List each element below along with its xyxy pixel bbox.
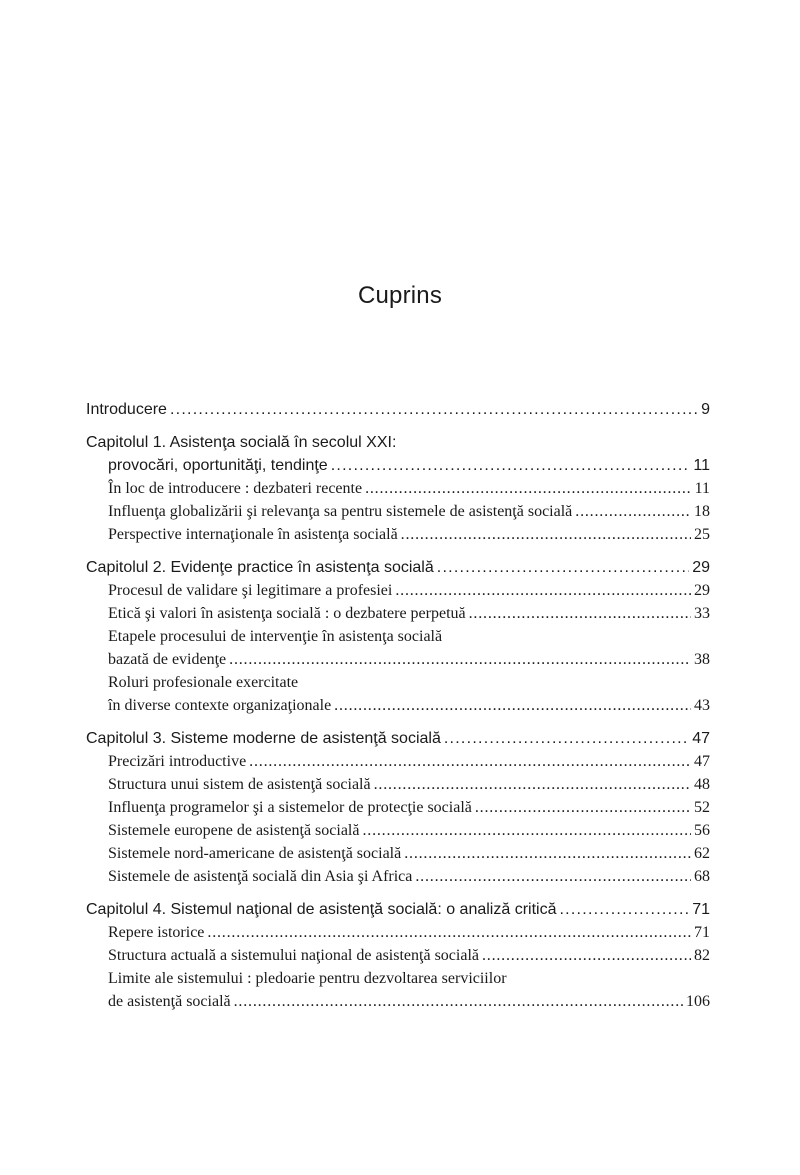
toc-entry-introducere[interactable] xyxy=(86,398,710,421)
leader-dots xyxy=(401,523,691,546)
leader-dots xyxy=(374,773,691,796)
toc-subentry[interactable] xyxy=(86,944,710,967)
toc-entry-title: Perspective internaţionale în asistenţa socială xyxy=(108,526,398,543)
toc-subentry[interactable] xyxy=(86,523,710,546)
toc-subentry[interactable] xyxy=(86,579,710,602)
leader-dots xyxy=(444,727,689,750)
toc-entry-title: Etică şi valori în asistenţa socială : o dezbatere perpetuă xyxy=(108,605,466,622)
toc-subentry[interactable] xyxy=(86,990,710,1013)
toc-entry-title: Procesul de validare şi legitimare a profesiei xyxy=(108,582,393,599)
leader-dots xyxy=(207,921,691,944)
toc-chapter-3[interactable] xyxy=(86,727,710,750)
toc-chapter-2[interactable] xyxy=(86,556,710,579)
toc-subentry[interactable] xyxy=(86,500,710,523)
toc-page-number: 38 xyxy=(694,651,710,668)
toc-entry-title: Structura actuală a sistemului naţional de asistenţă socială xyxy=(108,947,479,964)
leader-dots xyxy=(395,579,691,602)
toc-subentry[interactable] xyxy=(86,602,710,625)
toc-page-number: 11 xyxy=(693,457,710,474)
toc-subentry-line1[interactable] xyxy=(86,671,710,694)
toc-page-number: 52 xyxy=(694,799,710,816)
toc-entry-title: Sistemele nord-americane de asistenţă socială xyxy=(108,845,402,862)
leader-dots xyxy=(559,898,689,921)
leader-dots xyxy=(331,454,691,477)
toc-subentry[interactable] xyxy=(86,773,710,796)
toc-subentry[interactable] xyxy=(86,477,710,500)
page-title: Cuprins xyxy=(357,282,443,309)
toc-entry-title: Capitolul 1. Asistenţa socială în secolul XXI: xyxy=(86,434,397,451)
toc-entry-title: Influenţa globalizării şi relevanţa sa pentru sistemele de asistenţă socială xyxy=(108,503,573,520)
toc-chapter-1[interactable] xyxy=(86,454,710,477)
leader-dots xyxy=(475,796,691,819)
toc-subentry[interactable] xyxy=(86,865,710,888)
toc-entry-title: Sistemele europene de asistenţă socială xyxy=(108,822,360,839)
toc-subentry[interactable] xyxy=(86,819,710,842)
toc-subentry[interactable] xyxy=(86,750,710,773)
leader-dots xyxy=(362,819,691,842)
leader-dots xyxy=(229,648,691,671)
toc-subentry[interactable] xyxy=(86,921,710,944)
toc-subentry[interactable] xyxy=(86,842,710,865)
toc-page-number: 9 xyxy=(701,401,710,418)
leader-dots xyxy=(365,477,692,500)
leader-dots xyxy=(234,990,683,1013)
leader-dots xyxy=(249,750,691,773)
toc-entry-title: Roluri profesionale exercitate xyxy=(108,674,299,691)
toc-chapter-1-heading[interactable] xyxy=(86,431,710,454)
leader-dots xyxy=(334,694,691,717)
toc-page-number: 43 xyxy=(694,697,710,714)
table-of-contents xyxy=(86,398,710,1013)
toc-page-number: 18 xyxy=(694,503,710,520)
toc-page-number: 62 xyxy=(694,845,710,862)
toc-entry-title: Etapele procesului de intervenţie în asistenţa socială xyxy=(108,628,443,645)
toc-entry-title: Structura unui sistem de asistenţă socială xyxy=(108,776,371,793)
toc-entry-title: Repere istorice xyxy=(108,924,205,941)
leader-dots xyxy=(415,865,691,888)
leader-dots xyxy=(469,602,691,625)
toc-subentry[interactable] xyxy=(86,796,710,819)
toc-entry-title: de asistenţă socială xyxy=(108,993,231,1010)
toc-entry-title: În loc de introducere : dezbateri recente xyxy=(108,480,363,497)
leader-dots xyxy=(482,944,691,967)
toc-entry-title: Introducere xyxy=(86,401,167,418)
toc-page-number: 56 xyxy=(694,822,710,839)
toc-page-number: 29 xyxy=(692,559,710,576)
leader-dots xyxy=(575,500,691,523)
leader-dots xyxy=(404,842,691,865)
toc-page-number: 71 xyxy=(694,924,710,941)
leader-dots xyxy=(437,556,689,579)
toc-entry-title: provocări, oportunităţi, tendinţe xyxy=(108,457,328,474)
toc-page-number: 29 xyxy=(694,582,710,599)
toc-entry-title: Capitolul 4. Sistemul naţional de asistenţă socială: o analiză critică xyxy=(86,901,557,918)
toc-entry-title: Sistemele de asistenţă socială din Asia şi Africa xyxy=(108,868,413,885)
toc-page-number: 48 xyxy=(694,776,710,793)
toc-page-number: 47 xyxy=(694,753,710,770)
toc-entry-title: în diverse contexte organizaţionale xyxy=(108,697,332,714)
toc-page-number: 47 xyxy=(692,730,710,747)
toc-subentry[interactable] xyxy=(86,694,710,717)
toc-subentry-line1[interactable] xyxy=(86,967,710,990)
toc-entry-title: Capitolul 2. Evidenţe practice în asistenţa socială xyxy=(86,559,434,576)
toc-entry-title: Influenţa programelor şi a sistemelor de protecţie socială xyxy=(108,799,472,816)
toc-entry-title: Precizări introductive xyxy=(108,753,247,770)
leader-dots xyxy=(170,398,698,421)
toc-subentry[interactable] xyxy=(86,648,710,671)
toc-page-number: 71 xyxy=(692,901,710,918)
toc-page-number: 106 xyxy=(686,993,710,1010)
toc-page-number: 33 xyxy=(694,605,710,622)
toc-page-number: 68 xyxy=(694,868,710,885)
toc-page-number: 11 xyxy=(694,480,710,497)
toc-entry-title: bazată de evidenţe xyxy=(108,651,227,668)
toc-page-number: 82 xyxy=(694,947,710,964)
toc-chapter-4[interactable] xyxy=(86,898,710,921)
toc-subentry-line1[interactable] xyxy=(86,625,710,648)
toc-entry-title: Capitolul 3. Sisteme moderne de asistenţă socială xyxy=(86,730,441,747)
toc-page-number: 25 xyxy=(694,526,710,543)
toc-entry-title: Limite ale sistemului : pledoarie pentru dezvoltarea serviciilor xyxy=(108,970,507,987)
